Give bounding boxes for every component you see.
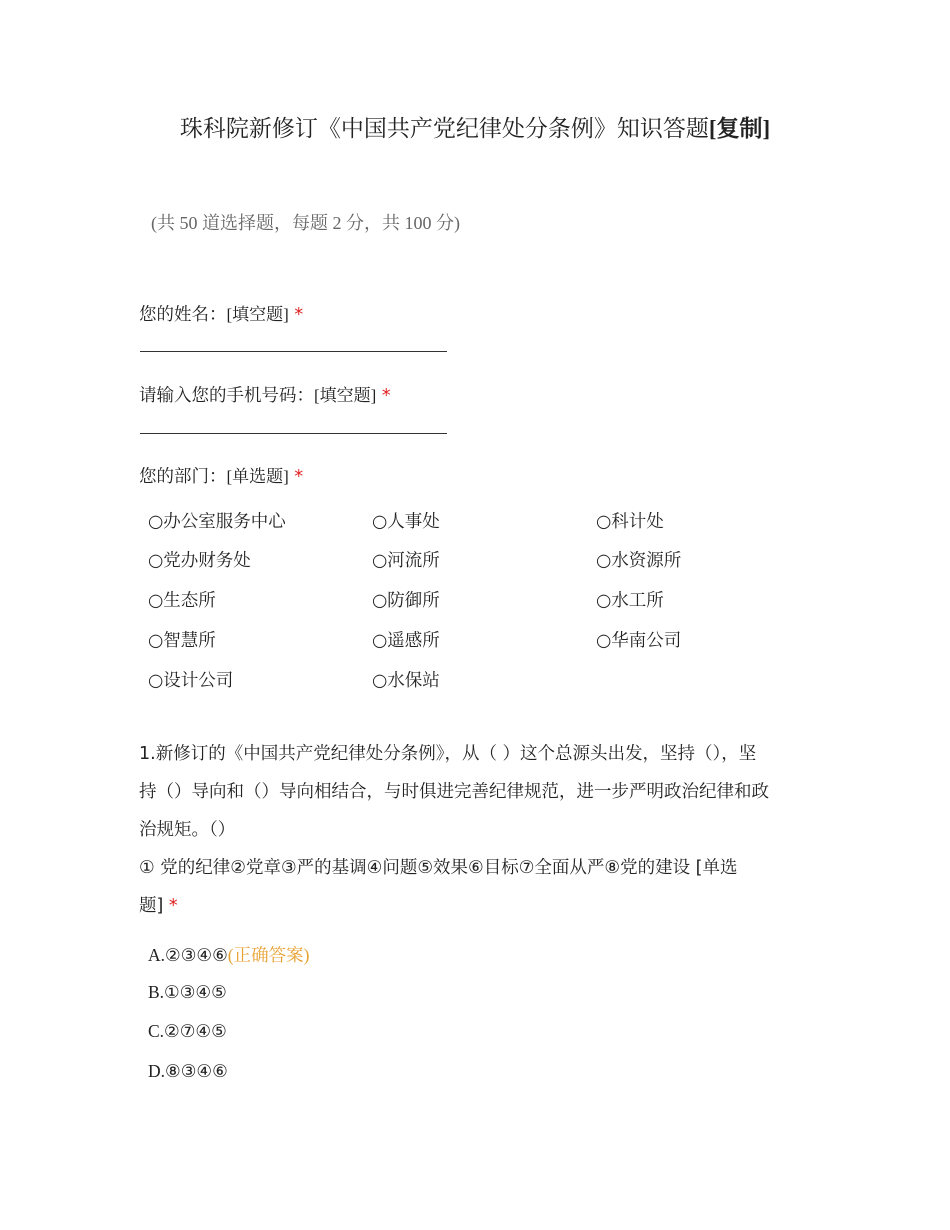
answer-option-b[interactable]: B.①③④⑤ — [148, 982, 227, 1002]
question-1-line: 治规矩。（） — [139, 820, 236, 840]
phone-input-line[interactable] — [140, 433, 447, 434]
name-label: 您的姓名： — [139, 305, 227, 325]
required-marker: * — [294, 467, 304, 487]
dept-option[interactable]: ○生态所 — [148, 591, 216, 611]
dept-option[interactable]: ○河流所 — [372, 551, 440, 571]
option-a-text: A.②③④⑥ — [148, 945, 228, 965]
required-marker: * — [294, 305, 304, 325]
dept-type-tag: [单选题] — [226, 467, 289, 486]
answer-option-d[interactable]: D.⑧③④⑥ — [148, 1061, 228, 1081]
dept-option[interactable]: ○设计公司 — [148, 671, 234, 691]
dept-option[interactable]: ○人事处 — [372, 512, 440, 532]
dept-option[interactable]: ○华南公司 — [596, 631, 682, 651]
dept-option[interactable]: ○水保站 — [372, 671, 440, 691]
dept-option[interactable]: ○水资源所 — [596, 551, 682, 571]
answer-option-c[interactable]: C.②⑦④⑤ — [148, 1021, 227, 1041]
phone-question — [139, 381, 391, 407]
dept-option[interactable]: ○党办财务处 — [148, 551, 251, 571]
question-1 — [139, 735, 819, 925]
question-1-type-end: 题] — [139, 896, 164, 916]
correct-answer-note: (正确答案) — [227, 945, 310, 965]
page-title — [0, 110, 950, 143]
name-question — [139, 300, 303, 326]
dept-option[interactable]: ○水工所 — [596, 591, 664, 611]
copy-tag: [复制] — [708, 116, 771, 141]
phone-label: 请输入您的手机号码： — [139, 386, 314, 406]
dept-option[interactable]: ○办公室服务中心 — [148, 512, 286, 532]
quiz-description: (共 50 道选择题，每题 2 分，共 100 分) — [151, 213, 460, 233]
dept-option[interactable]: ○智慧所 — [148, 631, 216, 651]
question-1-line: 1.新修订的《中国共产党纪律处分条例》，从（ ）这个总源头出发，坚持（），坚 — [139, 744, 757, 764]
phone-type-tag: [填空题] — [314, 386, 377, 405]
title-text: 珠科院新修订《中国共产党纪律处分条例》知识答题 — [179, 116, 709, 141]
question-1-line — [139, 887, 819, 925]
name-input-line[interactable] — [140, 351, 447, 352]
dept-label: 您的部门： — [139, 467, 227, 487]
answer-option-a[interactable] — [148, 942, 309, 967]
dept-option[interactable]: ○防御所 — [372, 591, 440, 611]
required-marker: * — [168, 896, 178, 916]
dept-question — [139, 462, 303, 488]
required-marker: * — [381, 386, 391, 406]
name-type-tag: [填空题] — [226, 305, 289, 324]
question-1-line: 持（）导向和（）导向相结合，与时俱进完善纪律规范，进一步严明政治纪律和政 — [139, 782, 769, 802]
question-1-line: ① 党的纪律②党章③严的基调④问题⑤效果⑥目标⑦全面从严⑧党的建设 [单选 — [139, 858, 738, 878]
dept-option[interactable]: ○科计处 — [596, 512, 664, 532]
dept-option[interactable]: ○遥感所 — [372, 631, 440, 651]
